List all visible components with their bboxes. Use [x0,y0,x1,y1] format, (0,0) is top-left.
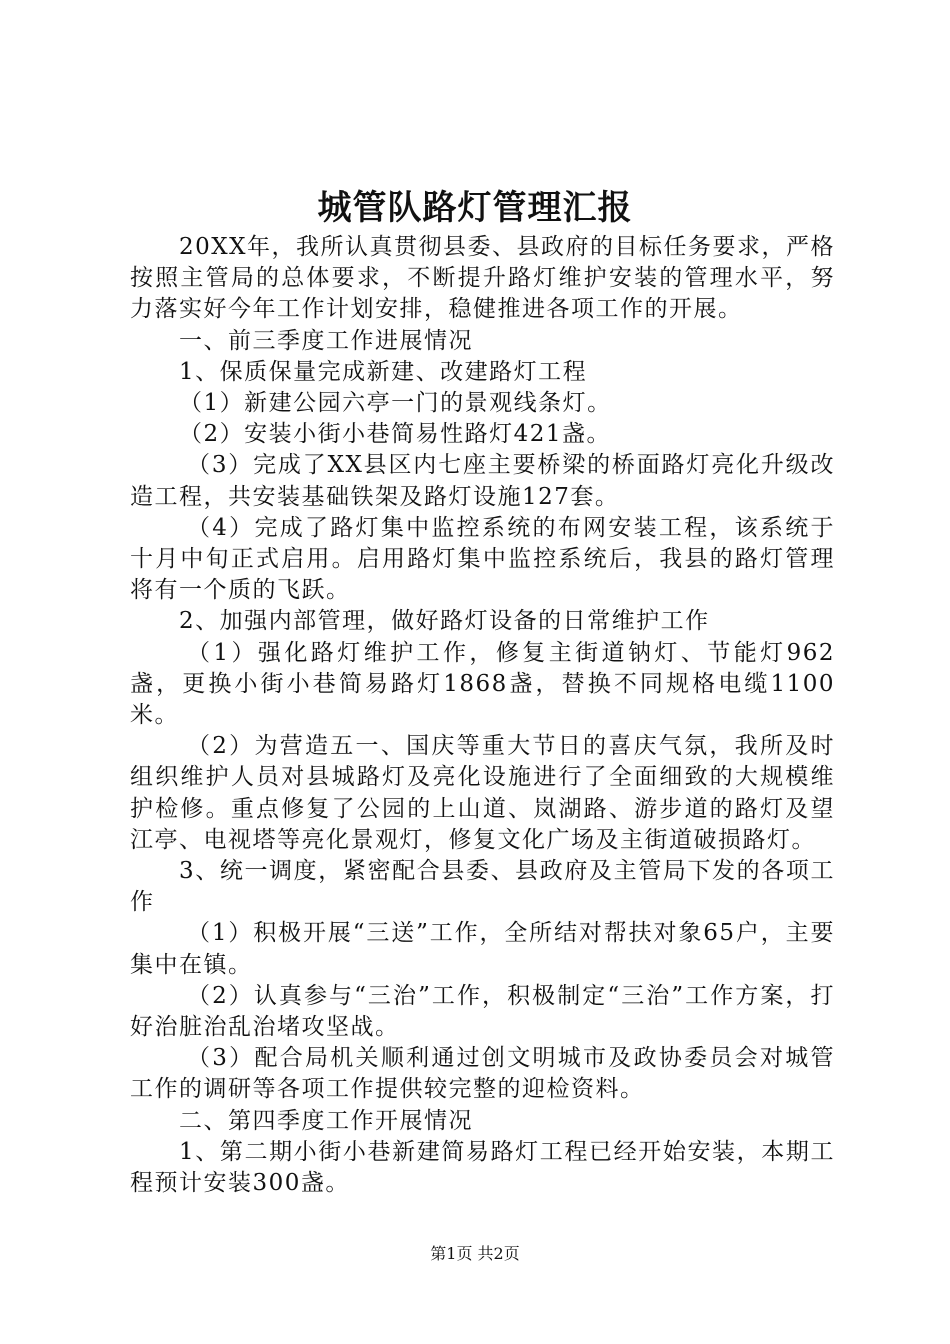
subsection-heading-2: 2、加强内部管理，做好路灯设备的日常维护工作 [179,608,710,635]
subsection-heading-1: 1、保质保量完成新建、改建路灯工程 [179,358,588,385]
list-item: （3）配合局机关顺利通过创文明城市及政协委员会对城管工作的调研等各项工作提供较完整的迎检资料。 [130,1045,835,1103]
section-heading-1: 一、前三季度工作进展情况 [179,327,473,354]
section-heading-2: 二、第四季度工作开展情况 [179,1107,473,1134]
list-item: （1）新建公园六亭一门的景观线条灯。 [179,390,612,417]
list-item: （2）为营造五一、国庆等重大节日的喜庆气氛，我所及时组织维护人员对县城路灯及亮化设施进行了全面细致的大规模维护检修。重点修复了公园的上山道、岚湖路、游步道的路灯及望江亭、电视塔等亮化景观灯，修复文化广场及主街道破损路灯。 [130,733,835,853]
subsection-heading-3: 3、统一调度，紧密配合县委、县政府及主管局下发的各项工作 [130,858,835,916]
list-item: （2）认真参与“三治”工作，积极制定“三治”工作方案，打好治脏治乱治堵攻坚战。 [130,982,835,1041]
list-item: 1、第二期小街小巷新建简易路灯工程已经开始安装，本期工程预计安装300盏。 [130,1138,835,1197]
paragraph-intro: 20XX年，我所认真贯彻县委、县政府的目标任务要求，严格按照主管局的总体要求，不断提升路灯维护安装的管理水平，努力落实好今年工作计划安排，稳健推进各项工作的开展。 [130,234,836,323]
document-body [130,232,835,1199]
list-item: （4）完成了路灯集中监控系统的布网安装工程，该系统于十月中旬正式启用。启用路灯集中监控系统后，我县的路灯管理将有一个质的飞跃。 [130,514,835,604]
list-item: （2）安装小街小巷简易性路灯421盏。 [179,421,612,448]
list-item: （1）积极开展“三送”工作，全所结对帮扶对象65户，主要集中在镇。 [130,920,835,978]
list-item: （1）强化路灯维护工作，修复主街道钠灯、节能灯962盏，更换小街小巷简易路灯1868盏，替换不同规格电缆1100米。 [130,639,835,729]
document-title: 城管队路灯管理汇报 [317,188,633,228]
page-indicator: 第1页 共2页 [430,1244,520,1263]
list-item: （3）完成了XX县区内七座主要桥梁的桥面路灯亮化升级改造工程，共安装基础铁架及路灯设施127套。 [130,452,835,510]
